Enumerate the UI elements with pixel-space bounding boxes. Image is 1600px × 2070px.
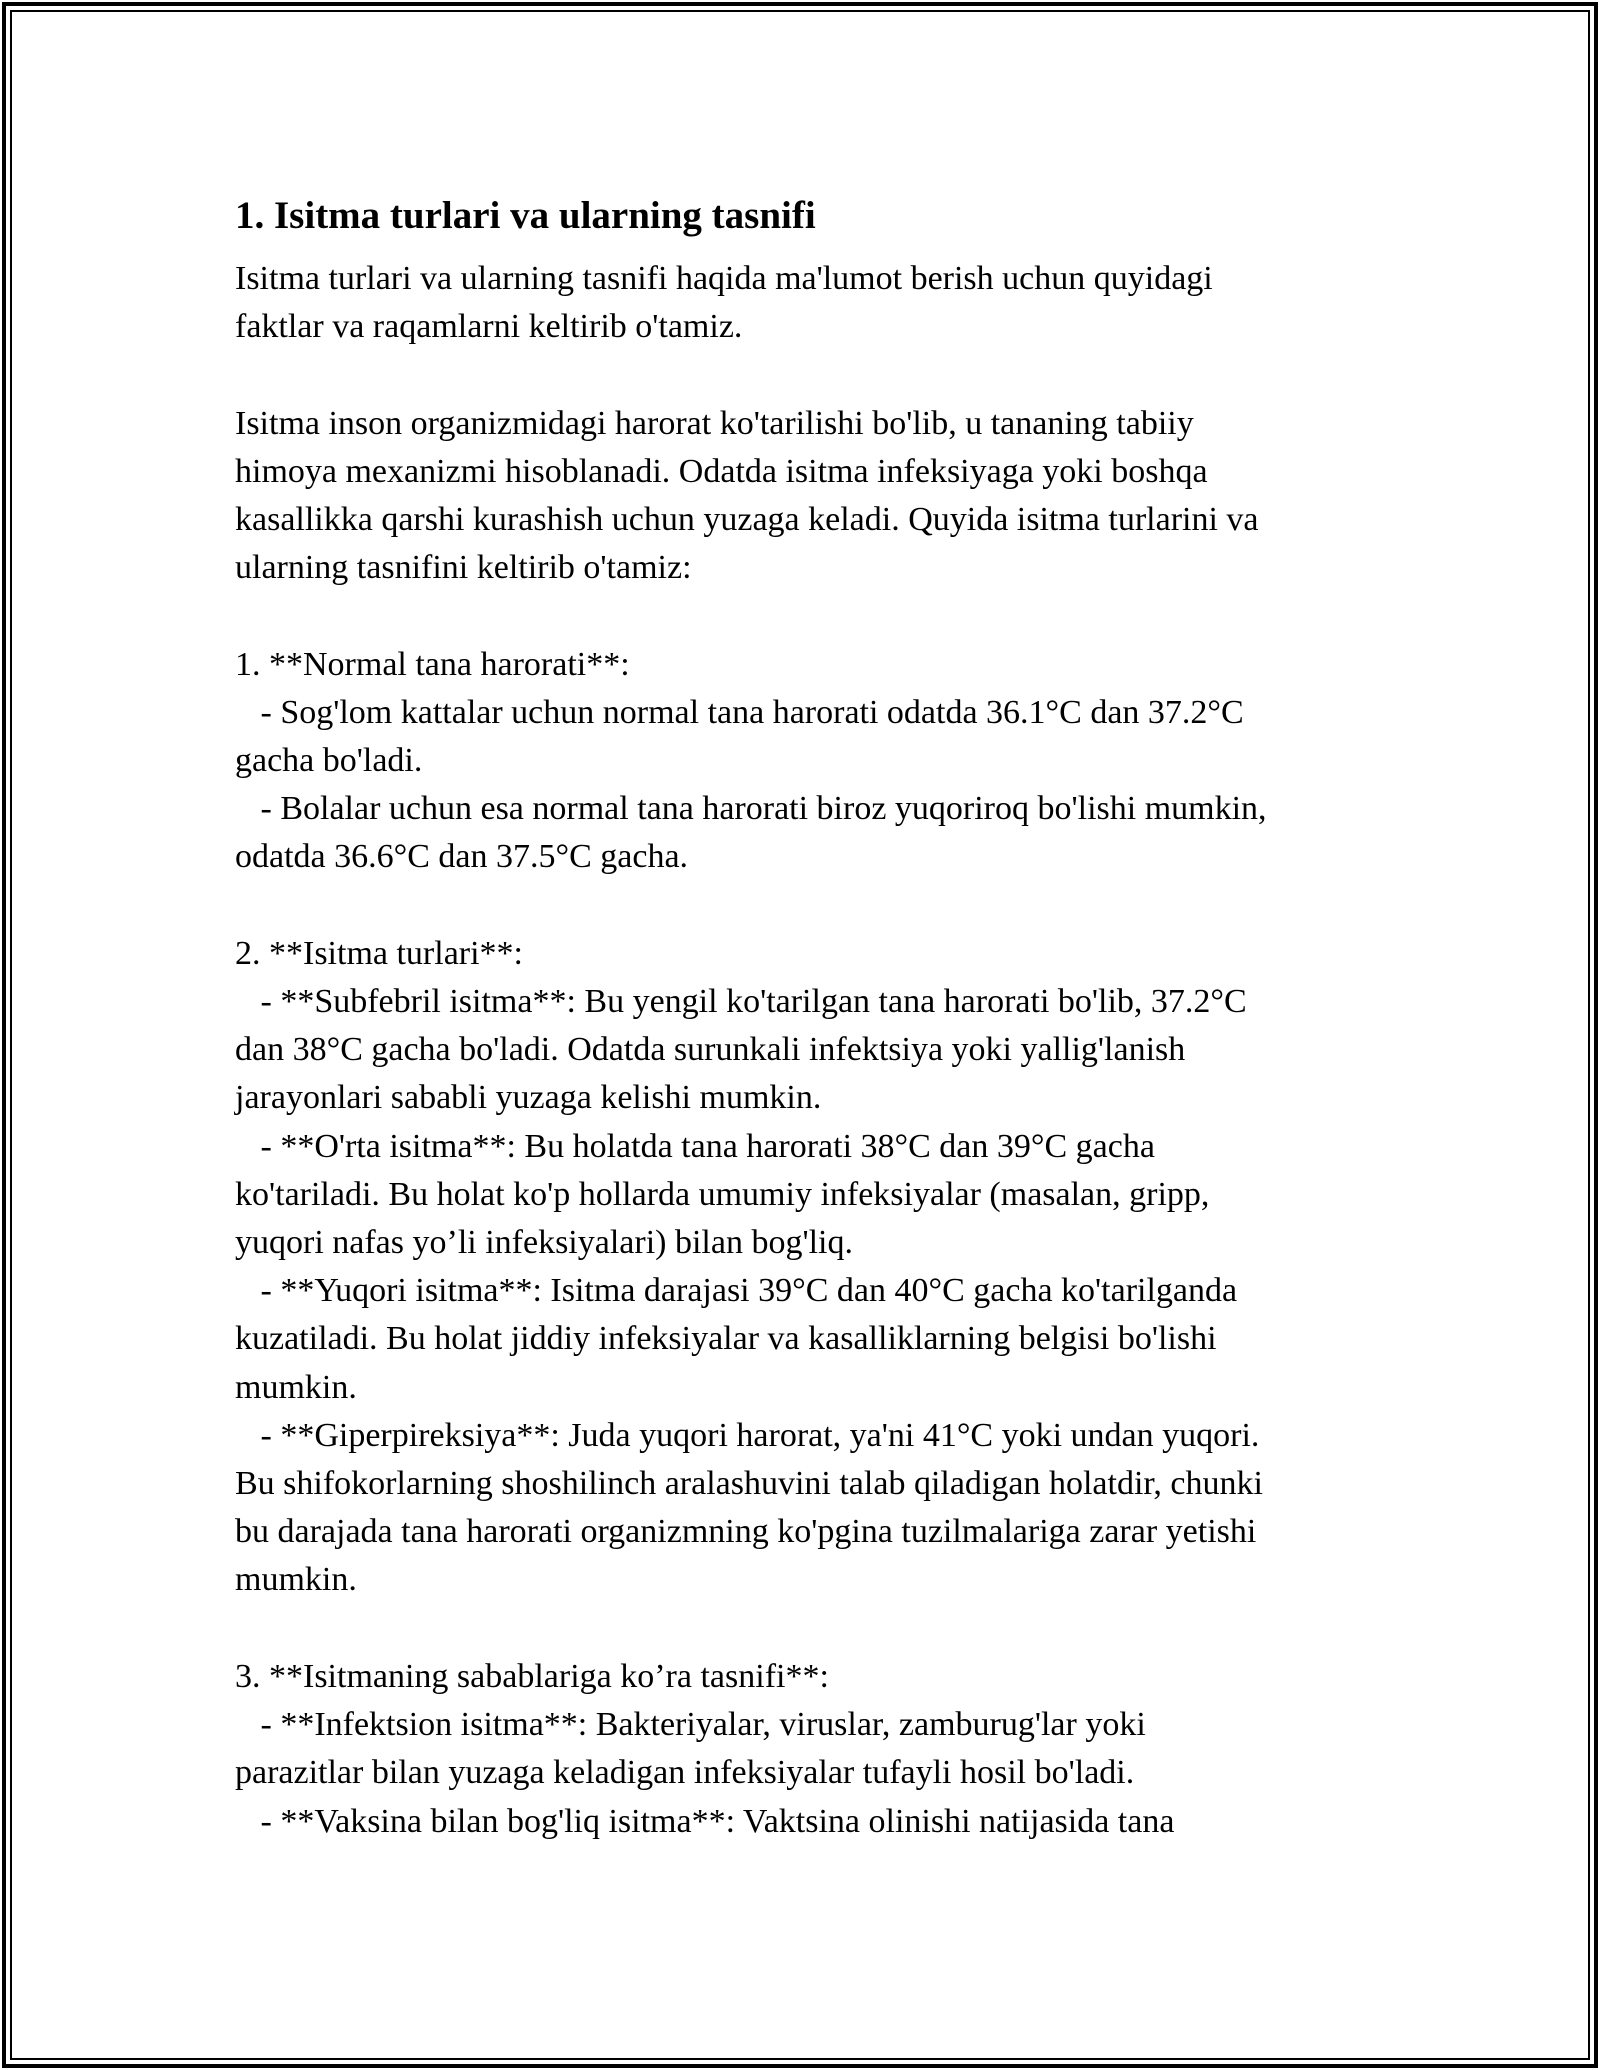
document-title: 1. Isitma turlari va ularning tasnifi — [235, 194, 816, 237]
document-content — [235, 188, 1375, 1846]
document-body: Isitma turlari va ularning tasnifi haqida ma'lumot berish uchun quyidagi faktlar va raqamlarni keltirib o'tamiz. Isitma inson organizmidagi harorat ko'tarilishi bo'lib, u tananing tabiiy himoya mexanizmi hisoblanadi. Odatda isitma infeksiyaga yoki boshqa kasallikka qarshi kurashish uchun yuzaga keladi. Quyida isitma turlarini va ularning tasnifini keltirib o'tamiz: 1. **Normal tana harorati**: - Sog'lom kattalar uchun normal tana harorati odatda 36.1°C dan 37.2°C gacha bo'ladi. - Bolalar uchun esa normal tana harorati biroz yuqoriroq bo'lishi mumkin, odatda 36.6°C dan 37.5°C gacha. 2. **Isitma turlari**: - **Subfebril isitma**: Bu yengil ko'tarilgan tana harorati bo'lib, 37.2°C dan 38°C gacha bo'ladi. Odatda surunkali infektsiya yoki yallig'lanish jarayonlari sababli yuzaga kelishi mumkin. - **O'rta isitma**: Bu holatda tana harorati 38°C dan 39°C gacha ko'tariladi. Bu holat ko'p hollarda umumiy infeksiyalar (masalan, gripp, yuqori nafas yo’li infeksiyalari) bilan bog'liq. - **Yuqori isitma**: Isitma darajasi 39°C dan 40°C gacha ko'tarilganda kuzatiladi. Bu holat jiddiy infeksiyalar va kasalliklarning belgisi bo'lishi mumkin. - **Giperpireksiya**: Juda yuqori harorat, ya'ni 41°C yoki undan yuqori. Bu shifokorlarning shoshilinch aralashuvini talab qiladigan holatdir, chunki bu darajada tana harorati organizmning ko'pgina tuzilmalariga zarar yetishi mumkin. 3. **Isitmaning sabablariga ko’ra tasnifi**: - **Infektsion isitma**: Bakteriyalar, viruslar, zamburug'lar yoki parazitlar bilan yuzaga keladigan infeksiyalar tufayli hosil bo'ladi. - **Vaksina bilan bog'liq isitma**: Vaktsina olinishi natijasida tana — [235, 260, 1267, 1840]
